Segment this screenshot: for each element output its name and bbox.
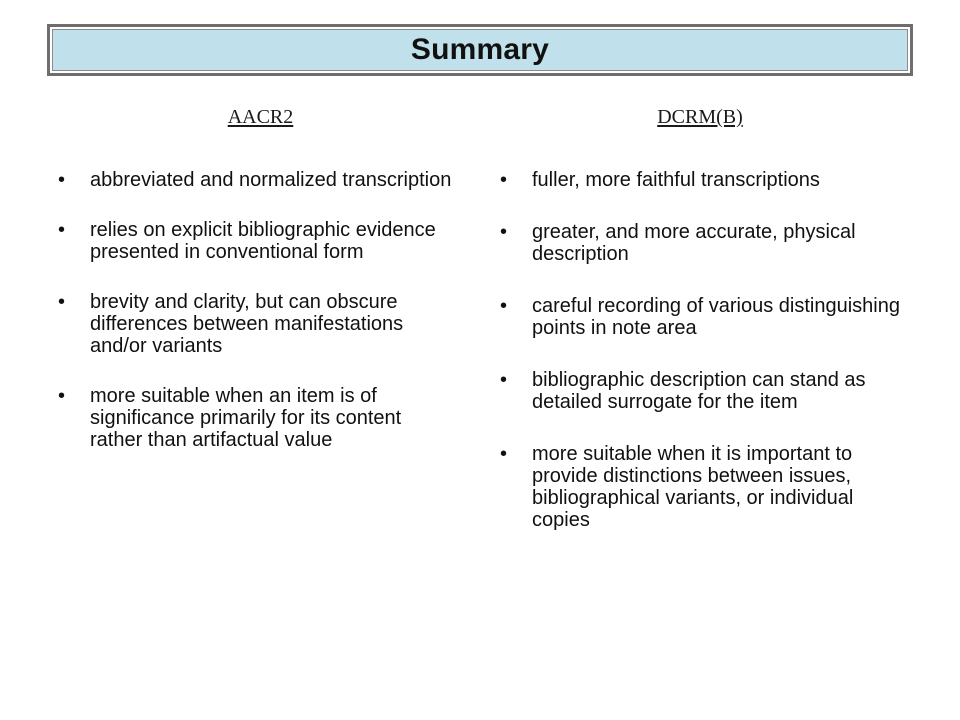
list-item-text: brevity and clarity, but can obscure differences between manifestations and/or variants: [90, 291, 404, 357]
aacr2-list: [58, 169, 458, 451]
list-item: [500, 369, 910, 413]
bullet-icon: •: [58, 385, 66, 407]
bullet-icon: •: [58, 219, 66, 241]
dcrmb-heading: DCRM(B): [657, 106, 743, 128]
aacr2-heading: AACR2: [227, 106, 294, 128]
list-item: [500, 221, 910, 265]
bullet-icon: •: [500, 369, 508, 391]
list-item-text: fuller, more faithful transcriptions: [532, 169, 820, 191]
list-item-text: abbreviated and normalized transcription: [90, 169, 452, 191]
title-banner-fill: [52, 29, 908, 71]
list-item: [58, 219, 458, 263]
list-item: [500, 295, 910, 339]
list-item: [58, 169, 458, 191]
bullet-icon: •: [500, 169, 508, 191]
list-item-text: careful recording of various distinguishing points in note area: [532, 295, 900, 339]
list-item: [58, 291, 458, 357]
dcrmb-list: [500, 169, 910, 531]
bullet-icon: •: [500, 443, 508, 465]
page-title: Summary: [410, 33, 550, 66]
list-item-text: greater, and more accurate, physical description: [532, 221, 856, 265]
bullet-icon: •: [58, 169, 66, 191]
bullet-icon: •: [500, 221, 508, 243]
list-item-text: more suitable when an item is of significance primarily for its content rather than artifactual value: [90, 385, 402, 451]
dcrmb-column: [500, 106, 910, 561]
bullet-icon: •: [58, 291, 66, 313]
list-item-text: bibliographic description can stand as detailed surrogate for the item: [532, 369, 866, 413]
list-item: [58, 385, 458, 451]
list-item: [500, 443, 910, 531]
title-banner: [47, 24, 913, 76]
list-item-text: relies on explicit bibliographic evidence presented in conventional form: [90, 219, 436, 263]
list-item-text: more suitable when it is important to provide distinctions between issues, bibliographical variants, or individual copies: [532, 443, 854, 531]
list-item: [500, 169, 910, 191]
bullet-icon: •: [500, 295, 508, 317]
aacr2-column: [58, 106, 458, 479]
